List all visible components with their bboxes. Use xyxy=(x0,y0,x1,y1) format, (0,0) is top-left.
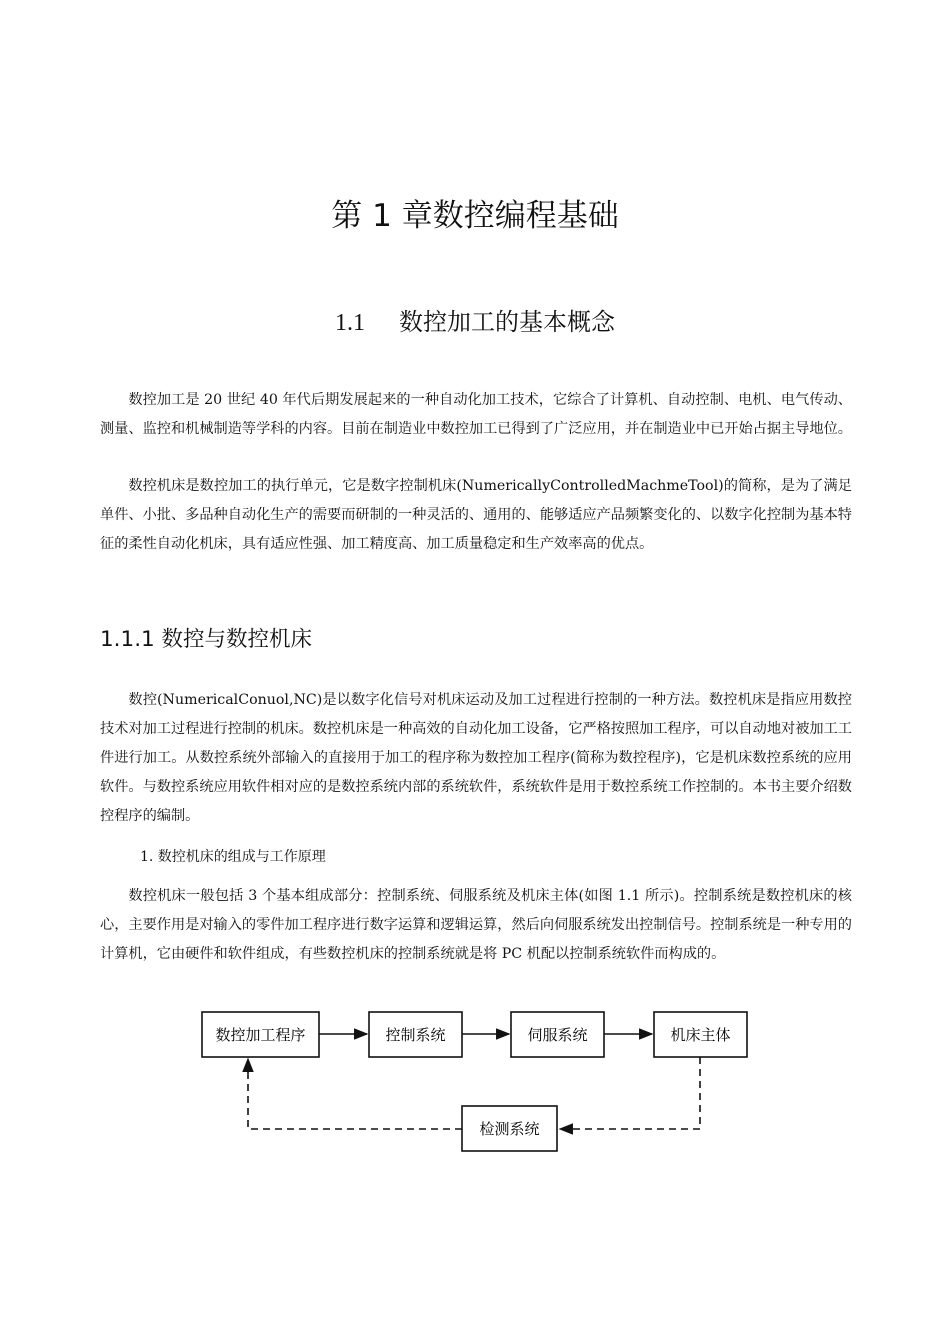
arrow-machine-detect xyxy=(560,1057,700,1129)
label-machine: 机床主体 xyxy=(670,1026,731,1044)
subsection-title: 1.1.1 数控与数控机床 xyxy=(100,627,313,652)
paragraph-2: 数控机床是数控加工的执行单元，它是数字控制机床(NumericallyControlledMachmeTool)的简称，是为了满足单件、小批、多品种自动化生产的需要而研制的一种灵活的、通用的、能够适应产品频繁变化的、以数字化控制为基本特征的柔性自动化机床，具有适应性强、加工精度高、加工质量稳定和生产效率高的优点。 xyxy=(100,478,852,552)
list-heading: 1. 数控机床的组成与工作原理 xyxy=(140,849,326,865)
chapter-title: 第 1 章数控编程基础 xyxy=(331,198,619,234)
paragraph-3: 数控(NumericalConuol,NC)是以数字化信号对机床运动及加工过程进行控制的一种方法。数控机床是指应用数控技术对加工过程进行控制的机床。数控机床是一种高效的自动化加工设备，它严格按照加工程序，可以自动地对被加工工件进行加工。从数控系统外部输入的直接用于加工的程序称为数控加工程序(简称为数控程序)，它是机床数控系统的应用软件。与数控系统应用软件相对应的是数控系统内部的系统软件，系统软件是用于数控系统工作控制的。本书主要介绍数控程序的编制。 xyxy=(100,692,852,824)
label-program: 数控加工程序 xyxy=(215,1026,306,1044)
section-title-text: 数控加工的基本概念 xyxy=(399,308,615,336)
label-servo: 伺服系统 xyxy=(527,1026,588,1044)
label-detect: 检测系统 xyxy=(479,1120,540,1138)
paragraph-1: 数控加工是 20 世纪 40 年代后期发展起来的一种自动化加工技术，它综合了计算机、自动控制、电机、电气传动、测量、监控和机械制造等学科的内容。目前在制造业中数控加工已得到了广泛应用，并在制造业中已开始占据主导地位。 xyxy=(100,392,852,437)
arrow-detect-program xyxy=(248,1059,462,1129)
label-control: 控制系统 xyxy=(385,1026,446,1044)
section-number: 1.1 xyxy=(335,310,365,336)
paragraph-4: 数控机床一般包括 3 个基本组成部分：控制系统、伺服系统及机床主体(如图 1.1 所示)。控制系统是数控机床的核心，主要作用是对输入的零件加工程序进行数字运算和逻辑运算，然后向伺服系统发出控制信号。控制系统是一种专用的计算机，它由硬件和软件组成，有些数控机床的控制系统就是将 PC 机配以控制系统软件而构成的。 xyxy=(100,888,852,962)
